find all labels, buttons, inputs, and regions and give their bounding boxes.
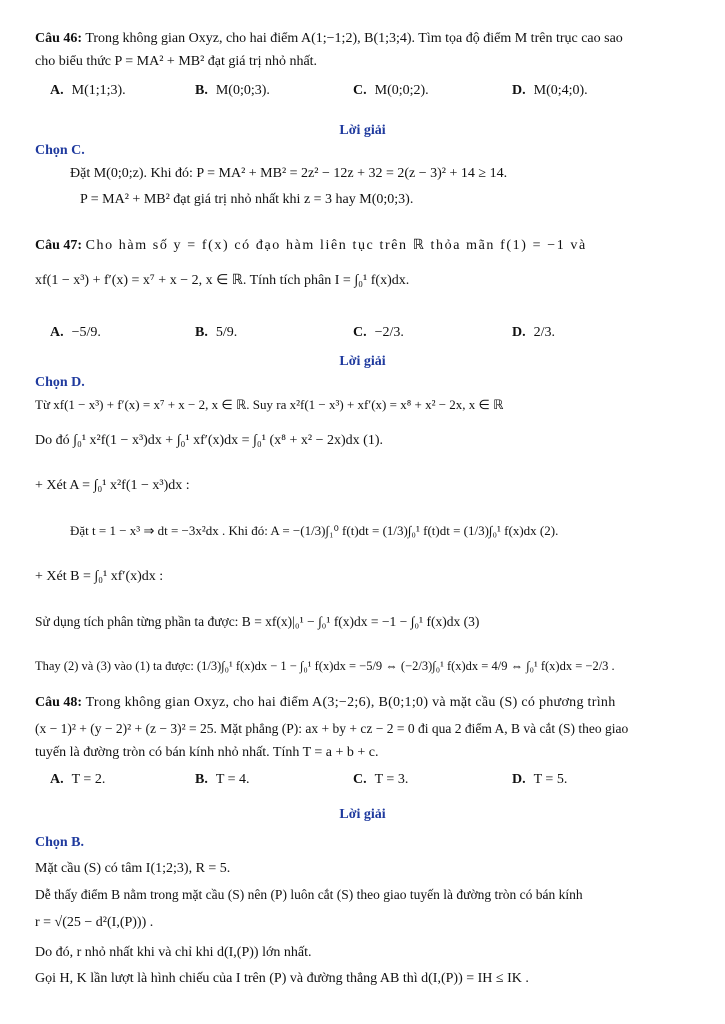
option-text: T = 5. [533, 772, 568, 787]
option-label: A. [50, 772, 64, 787]
q48-label: Câu 48: [35, 695, 83, 710]
q48-stem-line1 [35, 694, 616, 712]
q47-choice: Chọn D. [35, 375, 85, 390]
q48-stem3: tuyến là đường tròn có bán kính nhỏ nhất. Tính T = a + b + c. [35, 745, 379, 760]
q48-stem2: (x − 1)² + (y − 2)² + (z − 3)² = 25. Mặt phẳng (P): ax + by + cz − 2 = 0 đi qua 2 điểm A, B và cắt (S) theo giao [35, 721, 629, 736]
q47-solution-title: Lời giải [339, 354, 386, 369]
q46-option-d [512, 82, 588, 100]
q47-sol2: Do đó ∫₀¹ x²f(1 − x³)dx + ∫₀¹ xf′(x)dx = ∫₀¹ (x⁸ + x² − 2x)dx (1). [35, 433, 383, 448]
q47-sol1: Từ xf(1 − x³) + f′(x) = x⁷ + x − 2, x ∈ ℝ. Suy ra x²f(1 − x³) + xf′(x) = x⁸ + x² − 2x, x ∈ ℝ [35, 397, 504, 412]
q46-label: Câu 46: [35, 31, 83, 46]
option-text: M(1;1;3). [71, 83, 126, 98]
option-text: −5/9. [71, 325, 101, 340]
option-label: C. [353, 772, 367, 787]
q47-option-a [50, 324, 101, 342]
option-text: 5/9. [215, 325, 238, 340]
q48-sol2: Dễ thấy điểm B nằm trong mặt cầu (S) nên (P) luôn cắt (S) theo giao tuyến là đường tròn có bán kính [35, 887, 583, 902]
option-label: B. [195, 83, 208, 98]
option-text: T = 4. [215, 772, 250, 787]
option-label: A. [50, 325, 64, 340]
q47-stem-line1 [35, 237, 587, 255]
option-text: M(0;0;3). [215, 83, 270, 98]
option-text: M(0;0;2). [374, 83, 429, 98]
q47-stem2: xf(1 − x³) + f′(x) = x⁷ + x − 2, x ∈ ℝ. Tính tích phân I = ∫₀¹ f(x)dx. [35, 273, 410, 288]
q48-sol5: Gọi H, K lần lượt là hình chiếu của I trên (P) và đường thẳng AB thì d(I,(P)) = IH ≤ IK . [35, 971, 529, 986]
q47-sol3: + Xét A = ∫₀¹ x²f(1 − x³)dx : [35, 478, 190, 493]
q46-sol1: Đặt M(0;0;z). Khi đó: P = MA² + MB² = 2z² − 12z + 32 = 2(z − 3)² + 14 ≥ 14. [70, 166, 508, 181]
q48-choice: Chọn B. [35, 835, 85, 850]
q47-sol4: Đặt t = 1 − x³ ⇒ dt = −3x²dx . Khi đó: A = −(1/3)∫₁⁰ f(t)dt = (1/3)∫₀¹ f(t)dt = (1/3)∫₀¹ f(x)dx (2). [70, 523, 559, 538]
option-label: D. [512, 325, 526, 340]
q46-stem-line1 [35, 30, 623, 48]
option-label: A. [50, 83, 64, 98]
q48-option-d [512, 771, 567, 789]
option-label: B. [195, 772, 208, 787]
q48-option-a [50, 771, 105, 789]
q46-choice: Chọn C. [35, 143, 85, 158]
q48-stem1: Trong không gian Oxyz, cho hai điểm A(3;−2;6), B(0;1;0) và mặt cầu (S) có phương trình [85, 695, 616, 710]
q46-solution-title: Lời giải [339, 123, 386, 138]
option-label: C. [353, 325, 367, 340]
q47-sol7: Thay (2) và (3) vào (1) ta được: (1/3)∫₀¹ f(x)dx − 1 − ∫₀¹ f(x)dx = −5/9 ⇔ (−2/3)∫₀¹ f(x)dx = 4/9 ⇔ ∫₀¹ f(x)dx = −2/3 . [35, 659, 615, 673]
option-text: T = 3. [374, 772, 409, 787]
option-text: −2/3. [374, 325, 404, 340]
q48-sol3: r = √(25 − d²(I,(P))) . [35, 915, 154, 930]
q46-option-c [353, 82, 429, 100]
option-label: D. [512, 83, 526, 98]
q47-stem1: Cho hàm số y = f(x) có đạo hàm liên tục trên ℝ thỏa mãn f(1) = −1 và [85, 238, 587, 253]
q48-solution-title: Lời giải [339, 807, 386, 822]
q47-sol6: Sử dụng tích phân từng phần ta được: B = xf(x)|₀¹ − ∫₀¹ f(x)dx = −1 − ∫₀¹ f(x)dx (3) [35, 614, 480, 629]
option-label: C. [353, 83, 367, 98]
q47-label: Câu 47: [35, 238, 83, 253]
q46-option-b [195, 82, 270, 100]
q48-sol4: Do đó, r nhỏ nhất khi và chỉ khi d(I,(P)) lớn nhất. [35, 945, 312, 960]
q47-sol5: + Xét B = ∫₀¹ xf′(x)dx : [35, 569, 164, 584]
option-label: D. [512, 772, 526, 787]
option-label: B. [195, 325, 208, 340]
q46-stem1: Trong không gian Oxyz, cho hai điểm A(1;−1;2), B(1;3;4). Tìm tọa độ điểm M trên trục cao sao [85, 31, 623, 46]
q46-option-a [50, 82, 126, 100]
option-text: T = 2. [71, 772, 106, 787]
option-text: 2/3. [533, 325, 556, 340]
q46-stem2: cho biểu thức P = MA² + MB² đạt giá trị nhỏ nhất. [35, 54, 318, 69]
q48-option-c [353, 771, 408, 789]
q47-option-b [195, 324, 237, 342]
q48-option-b [195, 771, 250, 789]
q47-option-d [512, 324, 555, 342]
option-text: M(0;4;0). [533, 83, 588, 98]
q46-sol2: P = MA² + MB² đạt giá trị nhỏ nhất khi z = 3 hay M(0;0;3). [80, 192, 414, 207]
q48-sol1: Mặt cầu (S) có tâm I(1;2;3), R = 5. [35, 861, 231, 876]
q47-option-c [353, 324, 404, 342]
